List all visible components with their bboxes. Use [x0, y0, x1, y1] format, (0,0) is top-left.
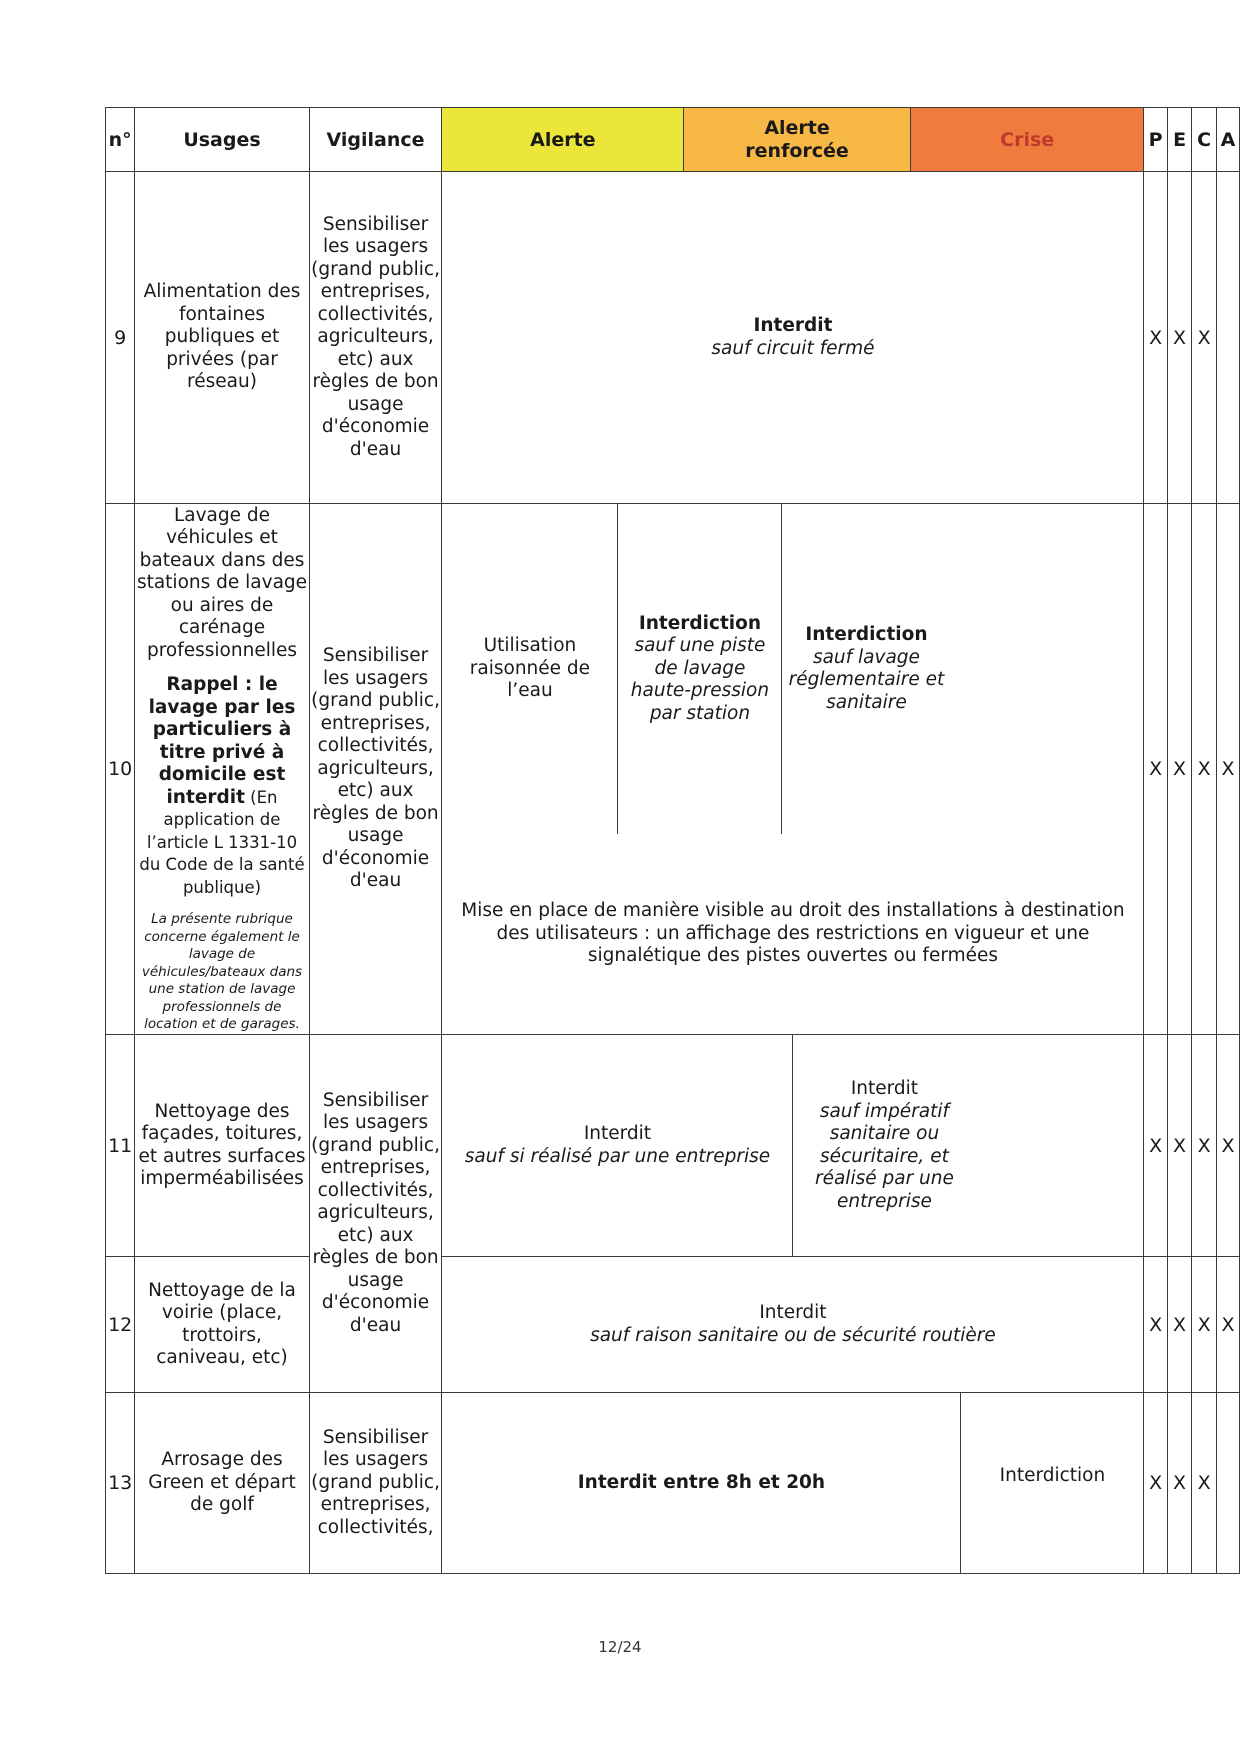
- measure-cell: [442, 1393, 1144, 1574]
- mark-c: X: [1192, 504, 1217, 1035]
- alerte-measure: Interdit entre 8h et 20h: [577, 1471, 826, 1493]
- mark-a: [1216, 1393, 1239, 1574]
- measure-cell: [442, 172, 1144, 504]
- usage-cell: Nettoyage des façades, toitures, et autres surfaces imperméabilisées: [135, 1035, 309, 1257]
- mark-c: X: [1192, 172, 1217, 504]
- usage-note: La présente rubrique concerne également le lavage de véhicules/bateaux dans une station de lavage professionnels de location et de garages.: [141, 911, 303, 1032]
- header-alerte-renforcee-line1: Alerte: [764, 116, 830, 139]
- usage-text: Lavage de véhicules et bateaux dans des stations de lavage ou aires de carénage professionnelles: [136, 504, 308, 661]
- mark-a: X: [1216, 1035, 1239, 1257]
- header-alerte-renforcee-line2: renforcée: [745, 139, 849, 162]
- mark-p: X: [1144, 504, 1167, 1035]
- table-row: [106, 1035, 1240, 1257]
- alerte-measure: Utilisation raisonnée de l’eau: [469, 635, 591, 702]
- row-number: 13: [106, 1393, 135, 1574]
- left-italic: sauf si réalisé par une entreprise: [464, 1145, 771, 1167]
- header-p: P: [1144, 108, 1167, 172]
- page-number: 12/24: [598, 1638, 642, 1656]
- table-row: [106, 504, 1240, 1035]
- display-requirement: Mise en place de manière visible au droit des installations à destination des utilisateurs : un affichage des restrictions en vigueur et une signalétique des pistes ouvertes ou fermées: [461, 900, 1125, 967]
- row-number: 10: [106, 504, 135, 1035]
- header-alerte-renforcee: [684, 108, 911, 172]
- restrictions-table: [105, 107, 1240, 1574]
- vigilance-cell: Sensibiliser les usagers (grand public, entreprises, collectivités, agriculteurs, etc) aux règles de bon usage d'économie d'eau: [309, 1035, 442, 1393]
- mark-c: X: [1192, 1035, 1217, 1257]
- alerte-measure: [442, 1035, 792, 1256]
- mark-p: X: [1144, 1393, 1167, 1574]
- mark-e: X: [1167, 1257, 1192, 1393]
- vigilance-cell: Sensibiliser les usagers (grand public, entreprises, collectivités, agriculteurs, etc) aux règles de bon usage d'économie d'eau: [309, 504, 442, 1035]
- table-row: [106, 1393, 1240, 1574]
- mark-p: X: [1144, 172, 1167, 504]
- mark-p: X: [1144, 1035, 1167, 1257]
- measure-cell: [442, 504, 1144, 1035]
- row-number: 9: [106, 172, 135, 504]
- usage-cell: Arrosage des Green et départ de golf: [135, 1393, 309, 1574]
- crise-italic: sauf impératif sanitaire ou sécuritaire, et réalisé par une entreprise: [814, 1100, 954, 1212]
- left-normal: Interdit: [583, 1123, 652, 1144]
- mark-a: X: [1216, 504, 1239, 1035]
- row-number: 11: [106, 1035, 135, 1257]
- crise-measure: [781, 504, 950, 834]
- ar-bold: Interdiction: [638, 612, 762, 634]
- measure-italic: sauf raison sanitaire ou de sécurité routière: [590, 1324, 996, 1346]
- mark-e: X: [1167, 1035, 1192, 1257]
- measure-cell: [442, 1257, 1144, 1393]
- crise-measure: Interdiction: [960, 1393, 1143, 1573]
- usage-cell: Nettoyage de la voirie (place, trottoirs, caniveau, etc): [135, 1257, 309, 1393]
- header-num: n°: [106, 108, 135, 172]
- crise-measure: [792, 1035, 975, 1256]
- mark-p: X: [1144, 1257, 1167, 1393]
- mark-e: X: [1167, 172, 1192, 504]
- mark-e: X: [1167, 1393, 1192, 1574]
- header-e: E: [1167, 108, 1192, 172]
- header-usages: Usages: [135, 108, 309, 172]
- mark-c: X: [1192, 1257, 1217, 1393]
- table-row: [106, 1257, 1240, 1393]
- crise-italic: sauf lavage réglementaire et sanitaire: [788, 646, 945, 713]
- ar-italic: sauf une piste de lavage haute-pression par station: [630, 635, 770, 724]
- mark-c: X: [1192, 1393, 1217, 1574]
- row-number: 12: [106, 1257, 135, 1393]
- measure-bold: Interdit: [753, 315, 833, 336]
- mark-e: X: [1167, 504, 1192, 1035]
- measure-normal: Interdit: [759, 1302, 827, 1323]
- header-c: C: [1192, 108, 1217, 172]
- header-vigilance: Vigilance: [309, 108, 442, 172]
- header-row: [106, 108, 1240, 172]
- measure-italic: sauf circuit fermé: [711, 337, 875, 359]
- alerte-renforcee-measure: [617, 504, 781, 834]
- rappel-bold: Rappel : le lavage par les particuliers à titre privé à domicile est interdit: [148, 674, 296, 808]
- header-a: A: [1216, 108, 1239, 172]
- crise-bold: Interdiction: [805, 624, 928, 645]
- mark-a: X: [1216, 1257, 1239, 1393]
- table-row: [106, 172, 1240, 504]
- header-alerte: Alerte: [442, 108, 684, 172]
- crise-normal: Interdit: [850, 1078, 919, 1099]
- usage-cell: Alimentation des fontaines publiques et privées (par réseau): [135, 172, 309, 504]
- measure-cell: [442, 1035, 1144, 1257]
- vigilance-cell: Sensibiliser les usagers (grand public, entreprises, collectivités,: [309, 1393, 442, 1574]
- header-crise: Crise: [910, 108, 1144, 172]
- vigilance-cell: Sensibiliser les usagers (grand public, entreprises, collectivités, agriculteurs, etc) aux règles de bon usage d'économie d'eau: [309, 172, 442, 504]
- mark-a: [1216, 172, 1239, 504]
- usage-cell: [135, 504, 309, 1035]
- rappel-normal: (En application de l’article L 1331-10 du Code de la santé publique): [139, 787, 305, 897]
